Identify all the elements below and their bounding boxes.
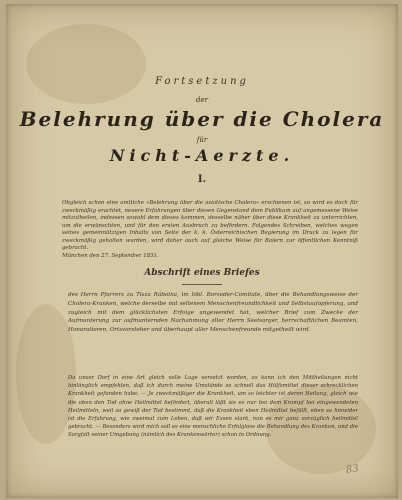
title-fuer: für (196, 136, 208, 144)
body-paragraph: Da unser Dorf in eine Art gleich volle Lage versetzt worden, so kann ich den Mittheilungen nicht hinlänglich empfehlen, daß ich durch meine Umstände so schnell das Hülfsmittel dieser schrecklichen Krankheit gefunden habe. — Je zweckmäßiger die Krankheit, um so leichter ist deren Heilung, gleich wie die oben den Tod ohne Heilmittel befördert, überall läßt sie es nur bei dem Krampf bei eingewendeten Heilmitteln, weil so gewiß der Tod bestimmt, daß die Krankheit eben Heilmittel befällt, eben so hinwider ist die Erfahrung, wie zweimal zum Leben, daß wir Essen stark, nun es mir ganz vorzüglich heilmittel gebracht. — Besonders wird mich soll es eine menschliche Erfolglose die Behandlung des Kranken, und die Sorgfalt seiner Umgebung (nämlich des Krankenwärter) schon in Ordnung. (68, 375, 358, 439)
letter-paragraph: des Herrn Pfarrers zu Tisza Rábolna, im löbl. Borsoder-Comitate, über die Behandlungsweise der Cholera-Kranken, welche derselbe mit seltenem Menschenfreundlichkeit und Selbstaufopferung, und zugleich mit dem glücklichsten Erfolge angewendet hat, welcher Brief zum Zwecke der Aufmunterung zur aufmunternden Nachahmung aller Herrn Seelsorger, herrschaftlichen Beamten, Honoratioren, Ortsvorsteher und überhaupt aller Menschenfreunde mitgetheilt wird. (68, 292, 358, 334)
title-fortsetzung: Fortsetzung (155, 76, 249, 87)
page-title: Belehrung über die Cholera (19, 107, 385, 131)
section-heading: Abschrift eines Briefes (144, 268, 260, 278)
intro-paragraph (62, 200, 358, 260)
divider (182, 284, 222, 285)
intro-text: Obgleich schon eine amtliche »Belehrung über die asiatische Cholera« erschienen ist, so wird es doch für zweckmäßig erachtet, neuere Erfahrungen über diesen Gegenstand dem Publikum auf angemessene Weise mitzutheilen, indessen sowohl dem dieses kommen, desselbe näher über diese Krankheit zu unterrichten, um die erwünschten, und für den ersten Ausbruch zu befördern. Folgendes Schreiben, welches wegen seines gemeinnützigen Inhalts von Seite der k. k. Österreichischen Regierung im Druck zu legen für zweckmäßig gehalten wurden, wird daher auch auf gleiche Weise für Baiern zur öffentlichen Kenntniß gebracht. (62, 200, 358, 251)
document-page (6, 4, 398, 498)
title-der: der (196, 96, 208, 104)
part-number: I. (197, 174, 207, 185)
date-line: München den 27. September 1831. (62, 252, 159, 259)
title-nicht-aerzte: Nicht-Aerzte. (109, 146, 295, 165)
handwritten-page-number: 83 (345, 463, 360, 476)
